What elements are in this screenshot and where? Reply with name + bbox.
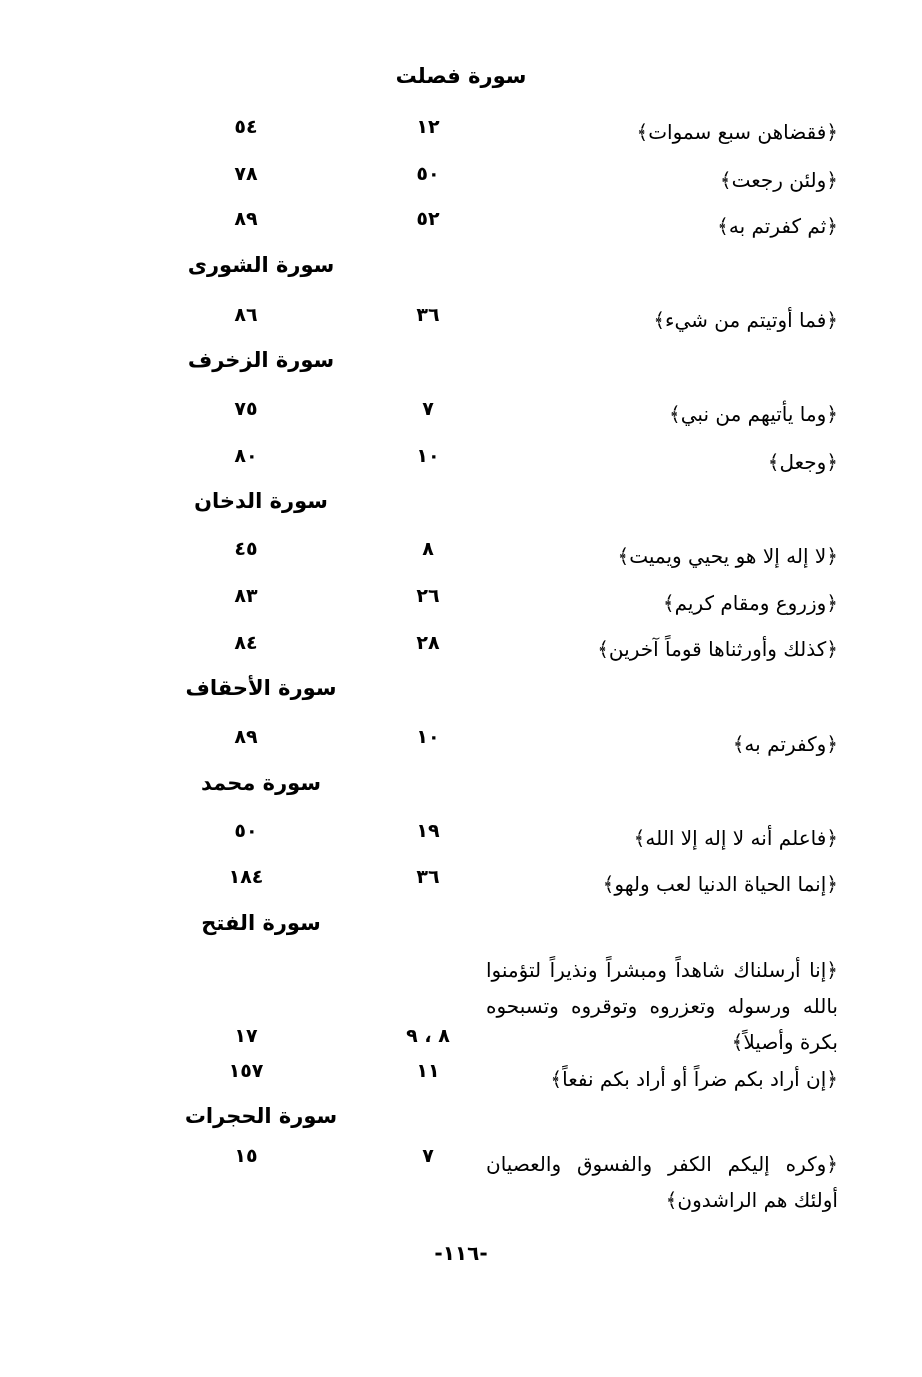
- page-reference: ٤٥: [234, 538, 258, 560]
- verse-text: ﴿وما يأتيهم من نبي﴾: [669, 402, 838, 426]
- ayah-number: ١٠: [416, 726, 440, 748]
- ayah-number: ٣٦: [416, 866, 440, 888]
- ayah-number: ١٢: [416, 116, 440, 138]
- page-reference: ٧٨: [234, 163, 258, 185]
- ayah-number: ٢٦: [416, 585, 440, 607]
- page-number: -١١٦-: [434, 1241, 488, 1265]
- surah-heading-al-ahqaf: سورة الأحقاف: [185, 676, 337, 700]
- page-reference: ٨٩: [234, 726, 258, 748]
- ayah-number: ٥٢: [416, 208, 440, 230]
- page-reference: ٥٤: [234, 116, 258, 138]
- page-reference: ١٥٧: [228, 1060, 264, 1082]
- page-reference: ٧٥: [234, 398, 258, 420]
- surah-heading-ad-dukhan: سورة الدخان: [194, 489, 328, 513]
- verse-text: ﴿إنما الحياة الدنيا لعب ولهو﴾: [602, 872, 838, 896]
- ayah-number: ٥٠: [416, 163, 440, 185]
- surah-heading-ash-shura: سورة الشورى: [187, 253, 335, 277]
- verse-text: ﴿وكفرتم به﴾: [732, 732, 838, 756]
- ayah-number: ١١: [416, 1060, 440, 1082]
- page-reference: ١٨٤: [228, 866, 264, 888]
- verse-text: ﴿وزروع ومقام كريم﴾: [662, 591, 838, 615]
- page-reference: ١٧: [234, 1025, 258, 1047]
- verse-text: ﴿فاعلم أنه لا إله إلا الله﴾: [633, 826, 838, 850]
- verse-text: ﴿كذلك وأورثناها قوماً آخرين﴾: [597, 637, 838, 661]
- verse-text: ﴿ثم كفرتم به﴾: [717, 214, 838, 238]
- ayah-number: ٧: [422, 1145, 434, 1167]
- page-reference: ٨٣: [234, 585, 258, 607]
- page-reference: ٥٠: [234, 820, 258, 842]
- page-reference: ٨٤: [234, 632, 258, 654]
- verse-text: ﴿وجعل﴾: [767, 450, 838, 474]
- surah-heading-fussilat: سورة فصلت: [395, 64, 527, 88]
- ayah-number: ٨: [422, 538, 434, 560]
- surah-heading-az-zukhruf: سورة الزخرف: [187, 348, 335, 372]
- verse-text: ﴿ولئن رجعت﴾: [719, 168, 838, 192]
- verse-text: ﴿لا إله إلا هو يحيي ويميت﴾: [617, 544, 838, 568]
- verse-text: ﴿إنا أرسلناك شاهداً ومبشراً ونذيراً لتؤمنوا بالله ورسوله وتعزروه وتوقروه وتسبحوه بكرة وأصيلاً﴾: [486, 958, 838, 1054]
- verse-text: ﴿فقضاهن سبع سموات﴾: [636, 120, 838, 144]
- page-reference: ١٥: [234, 1145, 258, 1167]
- page-reference: ٨٦: [234, 304, 258, 326]
- ayah-number: ٢٨: [416, 632, 440, 654]
- page-reference: ٨٩: [234, 208, 258, 230]
- verse-text: ﴿فما أوتيتم من شيء﴾: [653, 308, 838, 332]
- verse-text: ﴿وكره إليكم الكفر والفسوق والعصيان أولئك هم الراشدون﴾: [486, 1152, 838, 1212]
- ayah-number: ٨ ، ٩: [406, 1025, 450, 1047]
- ayah-number: ١٩: [416, 820, 440, 842]
- verse-text: ﴿إن أراد بكم ضراً أو أراد بكم نفعاً﴾: [550, 1067, 838, 1091]
- ayah-number: ١٠: [416, 445, 440, 467]
- surah-heading-al-hujurat: سورة الحجرات: [184, 1104, 338, 1128]
- page-reference: ٨٠: [234, 445, 258, 467]
- surah-heading-al-fath: سورة الفتح: [201, 911, 321, 935]
- ayah-number: ٧: [422, 398, 434, 420]
- ayah-number: ٣٦: [416, 304, 440, 326]
- surah-heading-muhammad: سورة محمد: [201, 771, 321, 795]
